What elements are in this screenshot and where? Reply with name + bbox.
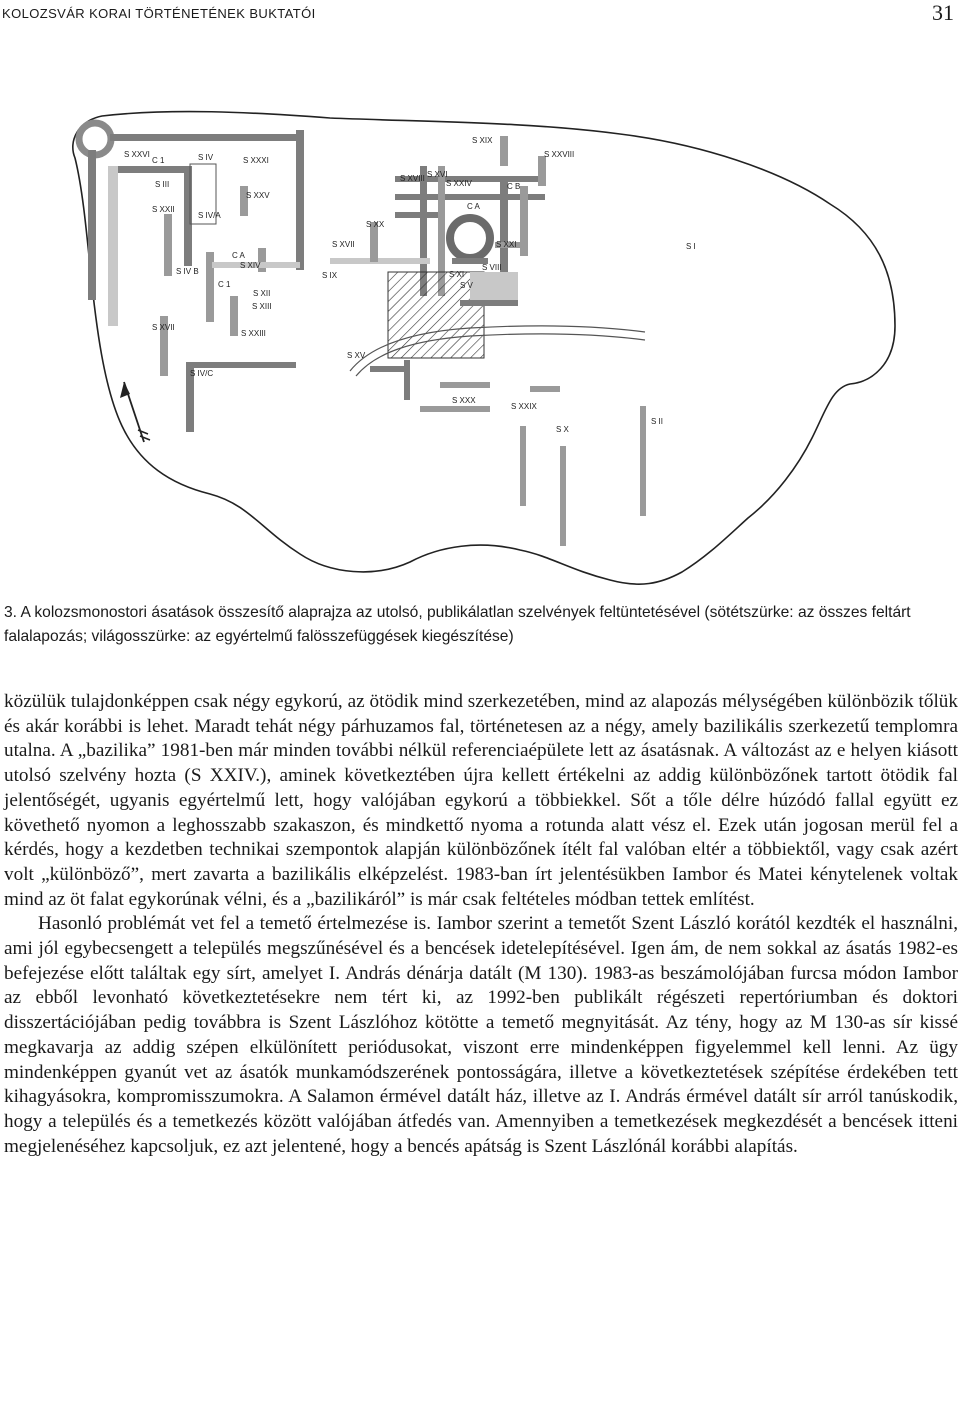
trench-label: S XXI <box>496 240 517 249</box>
trench-label: C 1 <box>218 280 231 289</box>
trench-label: C 1 <box>152 156 165 165</box>
north-walls <box>88 130 304 326</box>
trench-label: S IV <box>198 153 214 162</box>
trench-label: S XIV <box>240 261 261 270</box>
figure-caption: 3. A kolozsmonostori ásatások összesítő alaprajza az utolsó, publikálatlan szelvények feltüntetésével (sötétszürke: az összes feltárt falalapozás; világosszürke: az egyértelmű falösszefüggések kiegészítése) <box>4 604 911 645</box>
trench-label: S XXVI <box>124 150 150 159</box>
trench-label: S XXVIII <box>544 150 575 159</box>
trench-label: S I <box>686 242 696 251</box>
trench-label: S XVII <box>152 323 175 332</box>
rotunda <box>450 218 490 258</box>
trench-label: S XX <box>366 220 385 229</box>
trench-label: S XI <box>449 270 465 279</box>
north-arrow-icon <box>120 382 150 442</box>
trench-label: S XVII <box>332 240 355 249</box>
trench-label: S XII <box>253 289 271 298</box>
trench-label: S III <box>155 180 170 189</box>
trench-label: S XXIX <box>511 402 537 411</box>
trench-label: S XV <box>347 351 366 360</box>
trench-label: S II <box>651 417 664 426</box>
site-plan-figure <box>0 26 960 606</box>
trench-label: S XXIV <box>446 179 472 188</box>
trench-label: S XVI <box>427 170 448 179</box>
trench-label: S XVIII <box>400 174 425 183</box>
trench-label: S IX <box>322 271 338 280</box>
trench-label: S IV B <box>176 267 199 276</box>
page-number: 31 <box>932 0 954 25</box>
trench-label: S IV/A <box>198 211 221 220</box>
body-text <box>4 690 958 1159</box>
site-plan-drawing <box>0 26 960 606</box>
trench-label: S IV/C <box>190 369 214 378</box>
trench-label: C B <box>507 182 521 191</box>
trench-label: S XXII <box>152 205 175 214</box>
trench-label: C A <box>467 202 480 211</box>
trench-label: S XIII <box>252 302 272 311</box>
trench-label: S XXX <box>452 396 476 405</box>
paragraph: Hasonló problémát vet fel a temető értelmezése is. Iambor szerint a temetőt Szent László korától kezdték el használni, ami jól egybecsengett a település megszűnésével és a bencések idetelepítésével. Igen ám, de nem sokkal az ásatás 1982-es befejezése előtt találtak egy sírt, amelyet I. András dénárja datált (M 130). 1983-as beszámolójában furcsa módon Iambor az ebből levonható következtetésekre nem tért ki, az 1992-ben publikált régészeti repertóriumban és doktori disszertációjában pedig továbbra is Szent Lászlóhoz kötötte a temető megnyitását. Az tény, hogy az M 130-as sír kissé megkavarja az addig szépen elkülönített periódusokat, viszont erre mindenképpen figyelemmel kell lenni. Az ügy mindenképpen gyanút vet az ásatók munkamódszerének pontosságára, illetve a következtetések szépítése érdekében tett kihagyásokra, kompromisszumokra. A Salamon érmével datált ház, illetve az I. András érmével datált sír arról tanúskodik, hogy a település és a temetkezés között valójában átfedés van. Amennyiben a temetkezések megkezdését a bencések itteni megjelenéséhez kapcsoljuk, ez azt jelentené, hogy a bencés apátság is Szent Lászlónál korábbi alapítás. <box>4 913 958 1157</box>
trench-label: S XXIII <box>241 329 266 338</box>
trench-label: S X <box>556 425 569 434</box>
trench-label: S VIII <box>482 263 502 272</box>
trench-label: S XIX <box>472 136 493 145</box>
trench-label: C A <box>232 251 245 260</box>
paragraph: közülük tulajdonképpen csak négy egykorú, az ötödik mind szerkezetében, mind az alapozás mélységében különbözik tőlük és akár korábbi is lehet. Maradt tehát négy párhuzamos fal, történetesen az a négy, amely bazilikális szerkezetű templomra utalna. A „bazilika” 1981-ben már minden további nélkül referenciaépülete lett az ásatásnak. A változást az e helyen kiásott utolsó szelvény hozta (S XXIV.), aminek következtében újra kellett értékelni az addig különbözőnek tartott ötödik fal jelentőségét, ugyanis egyértelmű lett, hogy valójában egykorú a többiekkel. Sőt a tőle délre húzódó fallal együtt ez követhető nyomon a leghosszabb szakaszon, és mindkettő nyoma a rotunda alatt vész el. Ezek után jogosan merül fel a kérdés, hogy a kezdetben technikai szempontok alapján különbözőnek ítélt fal valóban eltér a többiektől, vagy csak azért volt „különböző”, mert zavarta a bazilikális elképzelést. 1983-ban írt jelentésükben Iambor és Matei kénytelenek voltak mind az öt falat egykorúnak vélni, és a „bazilikáról” is már csak feltételes módban tettek említést. <box>4 691 958 910</box>
trench-label: S XXV <box>246 191 270 200</box>
trench-label: S V <box>460 281 473 290</box>
trench-label: S XXXI <box>243 156 269 165</box>
running-title: KOLOZSVÁR KORAI TÖRTÉNETÉNEK BUKTATÓI <box>2 6 316 21</box>
